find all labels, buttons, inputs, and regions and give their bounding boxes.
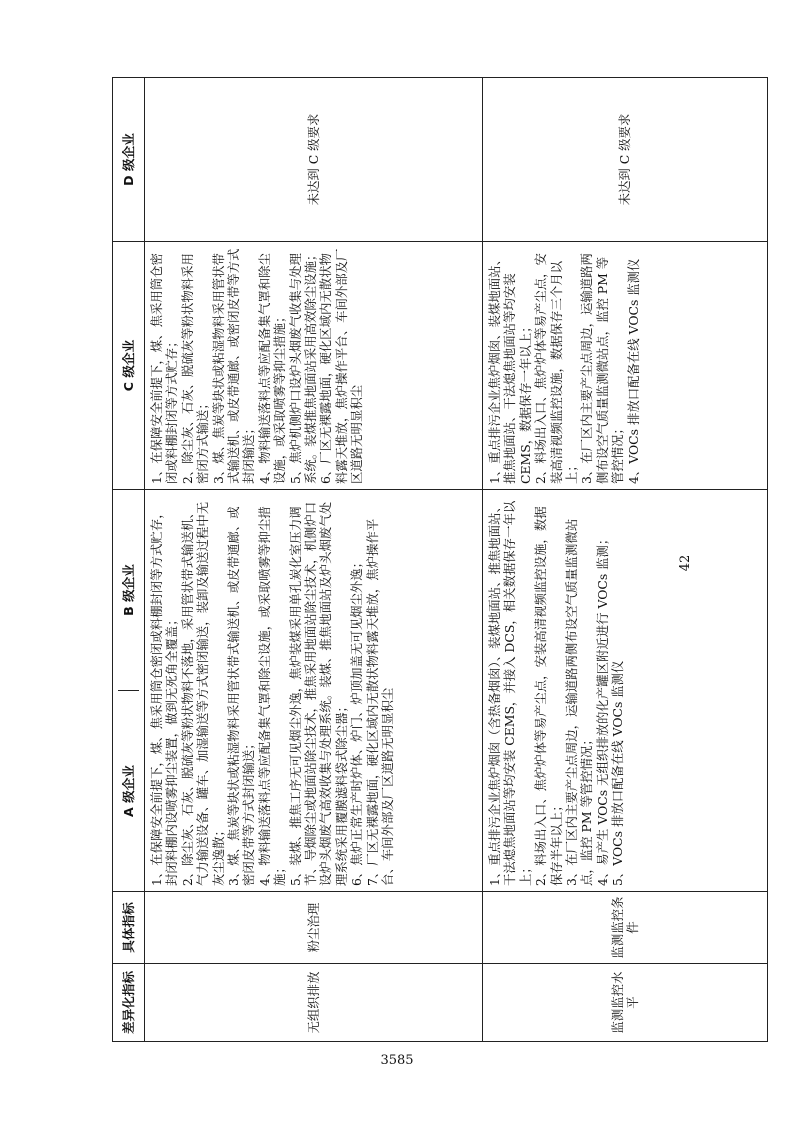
page-number-bottom: 3585 <box>380 1053 414 1068</box>
requirement-item: 4、易产生 VOCs 无组织排放的化产罐区附近进行 VOCs 监测； <box>594 532 610 886</box>
requirement-item: 3、煤、焦炭等块状或粘湿物料采用管状带式输送机、或皮带通廊、或密闭皮带等方式封闭输送； <box>226 506 257 886</box>
row-index: 无组织排放 <box>145 964 483 1042</box>
header-a-b <box>113 490 145 892</box>
comparison-table <box>112 77 768 1042</box>
requirement-item: 4、VOCs 排放口配备在线 VOCs 监测仪 <box>625 258 641 484</box>
row-indicator: 监测监控条件 <box>483 892 768 964</box>
requirement-item: 2、料场出入口、焦炉炉体等易产尘点，安装高清视频监控设施，数据保存半年以上； <box>533 506 564 886</box>
header-a: A 级企业 <box>118 690 139 891</box>
requirement-item: 1、在保障安全前提下，煤、焦采用筒仓密闭或料棚封闭等方式贮存； <box>149 253 180 484</box>
requirement-item: 1、重点排污企业焦炉烟囱、装煤地面站、推焦地面站、干法熄焦地面站等均安装 CEMS，数据保存一年以上； <box>487 253 533 484</box>
header-row <box>113 78 145 1042</box>
row-a-b-requirements <box>145 490 483 892</box>
table-row <box>145 78 483 1042</box>
row-indicator: 粉尘治理 <box>145 892 483 964</box>
header-d: D 级企业 <box>113 78 145 242</box>
header-indicator: 具体指标 <box>113 892 145 964</box>
row-d-requirement: 未达到 C 级要求 <box>145 78 483 242</box>
page-number-rotated: 42 <box>678 554 693 572</box>
requirement-item: 3、在厂区内主要产尘点周边，运输道路两侧布设空气质量监测微站点，监控 PM 等管控情况； <box>579 253 626 484</box>
rotated-table-wrapper <box>112 78 767 1042</box>
requirement-item: 2、除尘灰、石灰、脱硫灰等粉状物料不落地，采用管状带式输送机、气力输送设备、罐车、加湿输送等方式密闭输送，装卸及输送过程中无灰尘逸散； <box>179 501 226 886</box>
table-row <box>483 78 768 1042</box>
requirement-item: 2、料场出入口、焦炉炉体等易产尘点，安装高清视频监控设施，数据保存三个月以上； <box>533 253 580 484</box>
requirement-item: 1、在保障安全前提下，煤、焦采用筒仓密闭或料棚封闭等方式贮存，封闭料棚内设喷雾抑尘装置，做到无死角全覆盖； <box>149 506 180 886</box>
requirement-item: 1、重点排污企业焦炉烟囱（含热备烟囱）、装煤地面站、推焦地面站、干法熄焦地面站等均安装 CEMS，并接入 DCS，相关数据保存一年以上； <box>487 500 533 886</box>
requirement-item: 2、除尘灰、石灰、脱硫灰等粉状物料采用密闭方式输送； <box>179 253 211 484</box>
row-c-requirements <box>483 242 768 490</box>
row-index: 监测监控水平 <box>483 964 768 1042</box>
requirement-item: 5、焦炉机侧炉口设炉头烟废气收集与处理系统。装煤推焦地面站采用高效除尘设施； <box>287 248 319 484</box>
requirement-item: 7、厂区无裸露地面，硬化区域内无散状物料露天堆放，焦炉操作平台、车间外部及厂区道路无明显积尘 <box>364 518 396 886</box>
requirement-item: 5、装煤、推焦工序无可见烟尘外逸，焦炉装煤采用单孔炭化室压力调节、导烟除尘或地面站除尘技术，推焦采用地面站除尘技术，机侧炉口设炉头烟废气高效收集与处理系统。装煤、推焦地面站及炉头烟废气处理系统采用覆膜滤料袋式除尘器； <box>287 501 349 886</box>
row-d-requirement: 未达到 C 级要求 <box>483 78 768 242</box>
header-b: B 级企业 <box>120 564 136 616</box>
requirement-item: 5、VOCs 排放口配备在线 VOCs 监测仪 <box>610 660 626 886</box>
requirement-item: 6、厂区无裸露地面，硬化区域内无散状物料露天堆放，焦炉操作平台、车间外部及厂区道路无明显积尘 <box>318 248 365 484</box>
requirement-item: 4、物料输送落料点等应配备集气罩和除尘设施，或采取喷雾等抑尘措施； <box>256 506 288 886</box>
requirement-item: 6、焦炉正常生产时炉体、炉门、炉顶加盖无可见烟尘外逸； <box>349 555 365 886</box>
row-c-requirements <box>145 242 483 490</box>
header-index: 差异化指标 <box>113 964 145 1042</box>
row-a-b-requirements <box>483 490 768 892</box>
header-c: C 级企业 <box>113 242 145 490</box>
requirement-item: 4、物料输送落料点等应配备集气罩和除尘设施，或采取喷雾等抑尘措施； <box>256 253 288 484</box>
requirement-item: 3、在厂区内主要产尘点周边，运输道路两侧布设空气质量监测微站点，监控 PM 等管控情况； <box>564 518 595 886</box>
requirement-item: 3、煤、焦炭等块状或粘湿物料采用管状带式输送机、或皮带通廊、或密闭皮带等方式封闭输送； <box>210 248 257 484</box>
